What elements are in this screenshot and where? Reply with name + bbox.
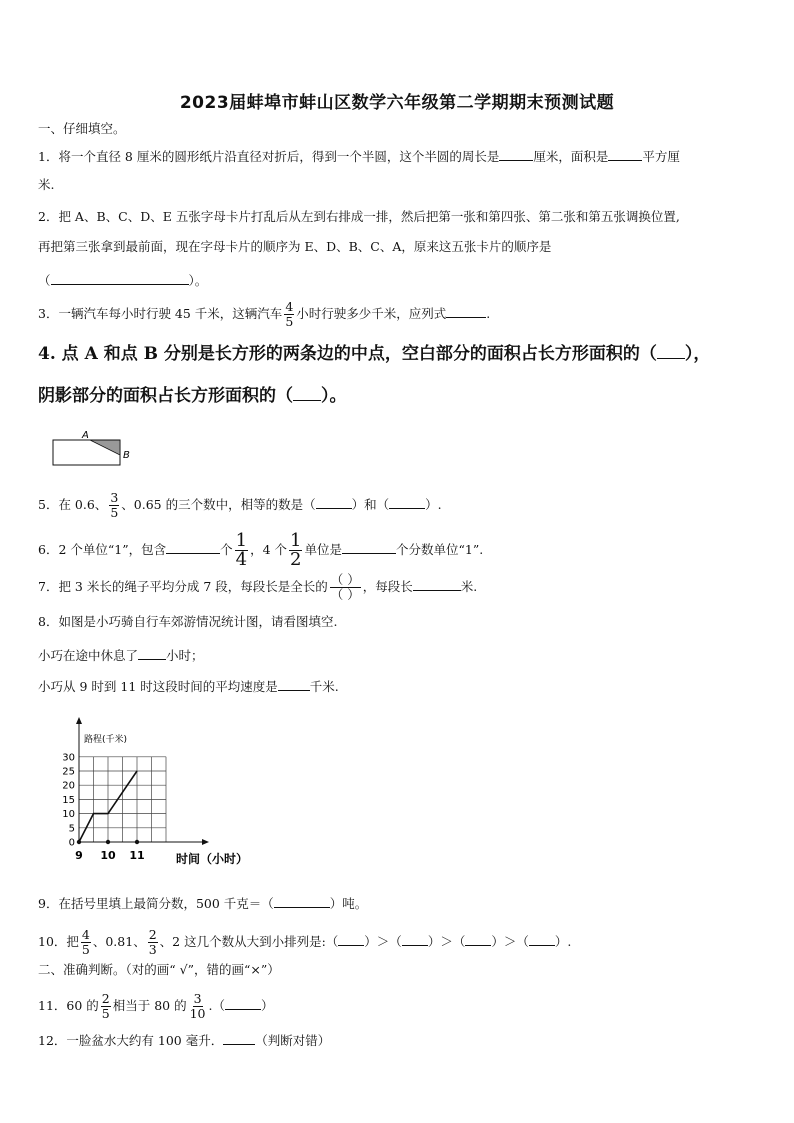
- x-tick-label: 11: [129, 849, 145, 862]
- y-tick-label: 5: [68, 823, 75, 835]
- section-heading-1: 一、仔细填空。: [38, 121, 126, 136]
- answer-blank[interactable]: [389, 494, 425, 509]
- question-7: 7．把 3 米长的绳子平均分成 7 段，每段长是全长的 $\frac{( )}{( )}$ ，每段长 米.: [38, 572, 478, 602]
- question-8: 8．如图是小巧骑自行车郊游情况统计图，请看图填空.: [38, 614, 338, 629]
- answer-blank[interactable]: [342, 539, 396, 554]
- fraction: $\frac{2}{3}$: [148, 927, 157, 957]
- fraction: $\frac{1}{2}$: [290, 530, 302, 570]
- answer-blank[interactable]: [51, 270, 189, 285]
- answer-blank[interactable]: [657, 344, 685, 359]
- fraction: $\frac{3}{10}$: [189, 991, 206, 1021]
- answer-blank[interactable]: [499, 146, 533, 161]
- fraction: $\frac{1}{4}$: [235, 530, 248, 570]
- question-8b: 小巧从 9 时到 11 时这段时间的平均速度是 千米.: [38, 676, 339, 696]
- answer-blank[interactable]: [338, 931, 364, 946]
- answer-blank[interactable]: [138, 645, 166, 660]
- answer-blank[interactable]: [166, 539, 220, 554]
- question-4-cont: 阴影部分的面积占长方形面积的（ ）。: [38, 386, 347, 406]
- x-tick-dot: [106, 840, 110, 844]
- y-tick-label: 30: [62, 752, 75, 764]
- point-a-label: A: [82, 430, 89, 441]
- question-9: 9．在括号里填上最简分数，500 千克＝（ ）吨。: [38, 893, 367, 913]
- answer-blank[interactable]: [413, 576, 461, 591]
- question-2: 2．把 A、B、C、D、E 五张字母卡片打乱后从左到右排成一排，然后把第一张和第四张、第二张和第五张调换位置,: [38, 209, 680, 224]
- fraction: $\frac{2}{5}$: [101, 991, 110, 1021]
- y-tick-label: 10: [62, 809, 75, 821]
- y-tick-label: 20: [62, 780, 75, 792]
- answer-blank[interactable]: [402, 931, 428, 946]
- question-2-answer: （ ）。: [38, 270, 207, 290]
- travel-chart: [36, 712, 266, 872]
- x-axis-label: 时间（小时）: [176, 852, 249, 866]
- question-1-cont: 米.: [38, 177, 55, 192]
- question-3: 3．一辆汽车每小时行驶 45 千米，这辆汽车 $\frac{4}{5}$ 小时行驶多少千米，应列式 .: [38, 299, 491, 329]
- point-b-label: B: [123, 450, 130, 461]
- answer-blank[interactable]: [223, 1030, 255, 1045]
- x-tick-dot: [135, 840, 139, 844]
- question-6: 6．2 个单位“1”，包含 个 $\frac{1}{4}$ ，4 个 $\frac{1}{2}$ 单位是 个分数单位“1”.: [38, 530, 484, 570]
- question-12: 12．一脸盆水大约有 100 毫升． （判断对错）: [38, 1030, 330, 1050]
- fraction: $\frac{3}{5}$: [110, 490, 119, 520]
- answer-blank[interactable]: [446, 303, 486, 318]
- y-tick-label: 25: [62, 766, 75, 778]
- y-tick-label: 15: [62, 794, 75, 806]
- x-axis-arrow: [202, 839, 209, 845]
- section-heading-2: 二、准确判断。（对的画“ √”，错的画“×”）: [38, 962, 280, 977]
- fraction: $\frac{4}{5}$: [285, 299, 294, 329]
- answer-blank[interactable]: [225, 995, 261, 1010]
- question-5: 5．在 0.6、 $\frac{3}{5}$ 、0.65 的三个数中，相等的数是（ ）和（ ）.: [38, 490, 442, 520]
- x-tick-label: 10: [100, 849, 116, 862]
- question-2-cont: 再把第三张拿到最前面，现在字母卡片的顺序为 E、D、B、C、A，原来这五张卡片的顺序是: [38, 239, 552, 254]
- question-10: 10．把 $\frac{4}{5}$ 、0.81、 $\frac{2}{3}$ 、2 这几个数从大到小排列是:（ ）＞（ ）＞（ ）＞（ ）.: [38, 927, 572, 957]
- answer-blank[interactable]: [608, 146, 642, 161]
- question-4: 4. 点 A 和点 B 分别是长方形的两条边的中点，空白部分的面积占长方形面积的（ ），: [38, 344, 711, 364]
- question-1: 1．将一个直径 8 厘米的圆形纸片沿直径对折后，得到一个半圆，这个半圆的周长是 厘米，面积是 平方厘: [38, 146, 680, 166]
- answer-blank[interactable]: [274, 893, 330, 908]
- y-axis-label: 路程(千米): [84, 735, 128, 745]
- fraction-blank[interactable]: $\frac{( )}{( )}$: [330, 572, 360, 602]
- answer-blank[interactable]: [293, 386, 321, 401]
- y-axis-arrow: [76, 717, 82, 724]
- page-title: 2023届蚌埠市蚌山区数学六年级第二学期期末预测试题: [179, 93, 615, 113]
- y-tick-label: 0: [68, 837, 75, 849]
- fraction: $\frac{4}{5}$: [81, 927, 90, 957]
- answer-blank[interactable]: [465, 931, 491, 946]
- question-11: 11．60 的 $\frac{2}{5}$ 相当于 80 的 $\frac{3}{10}$ .（ ）: [38, 991, 274, 1021]
- x-tick-label: 9: [75, 849, 83, 862]
- answer-blank[interactable]: [529, 931, 555, 946]
- answer-blank[interactable]: [316, 494, 352, 509]
- question-8a: 小巧在途中休息了 小时；: [38, 645, 204, 665]
- answer-blank[interactable]: [278, 676, 310, 691]
- rectangle-figure: [48, 424, 148, 472]
